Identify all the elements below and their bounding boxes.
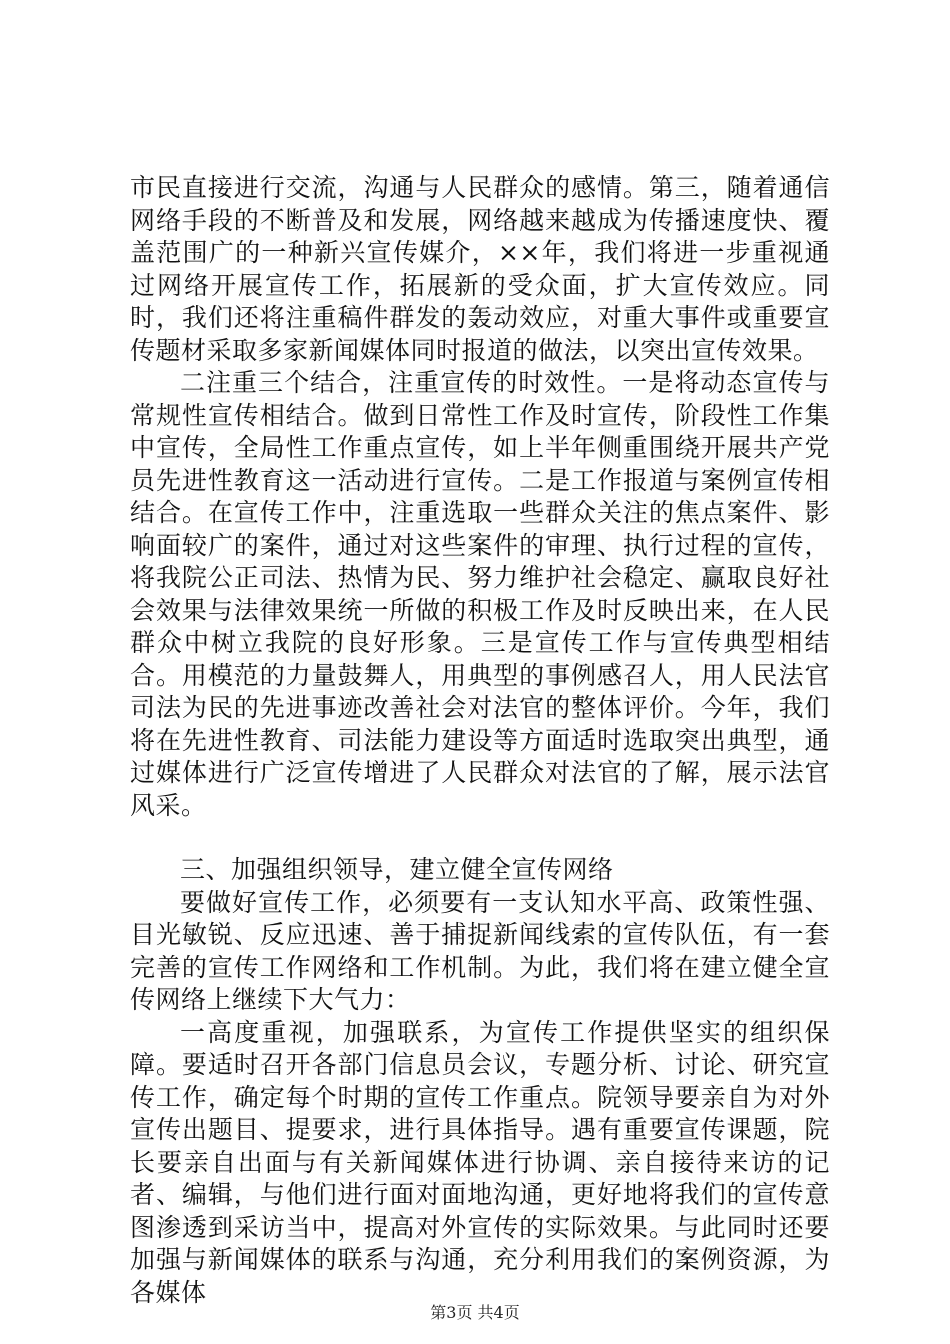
paragraph-three-combinations: 二注重三个结合，注重宣传的时效性。一是将动态宣传与常规性宣传相结合。做到日常性工作及时宣传，阶段性工作集中宣传，全局性工作重点宣传，如上半年侧重围绕开展共产党员先进性教育这一活动进行宣传。二是工作报道与案例宣传相结合。在宣传工作中，注重选取一些群众关注的焦点案件、影响面较广的案件，通过对这些案件的审理、执行过程的宣传，将我院公正司法、热情为民、努力维护社会稳定、赢取良好社会效果与法律效果统一所做的积极工作及时反映出来，在人民群众中树立我院的良好形象。三是宣传工作与宣传典型相结合。用模范的力量鼓舞人，用典型的事例感召人，用人民法官司法为民的先进事迹改善社会对法官的整体评价。今年，我们将在先进性教育、司法能力建设等方面适时选取突出典型，通过媒体进行广泛宣传增进了人民群众对法官的了解，展示法官风采。 xyxy=(130,368,830,820)
document-body xyxy=(130,172,830,1309)
section-heading: 三、加强组织领导，建立健全宣传网络 xyxy=(180,855,614,884)
paragraph-organizational-guarantee: 一高度重视，加强联系，为宣传工作提供坚实的组织保障。要适时召开各部门信息员会议，专题分析、讨论、研究宣传工作，确定每个时期的宣传工作重点。院领导要亲自为对外宣传出题目、提要求，进行具体指导。遇有重要宣传课题，院长要亲自出面与有关新闻媒体进行协调、亲自接待来访的记者、编辑，与他们进行面对面地沟通，更好地将我们的宣传意图渗透到采访当中，提高对外宣传的实际效果。与此同时还要加强与新闻媒体的联系与沟通，充分利用我们的案例资源，为各媒体 xyxy=(130,1017,830,1307)
paragraph-continuation: 市民直接进行交流，沟通与人民群众的感情。第三，随着通信网络手段的不断普及和发展，网络越来越成为传播速度快、覆盖范围广的一种新兴宣传媒介，××年，我们将进一步重视通过网络开展宣传工作，拓展新的受众面，扩大宣传效应。同时，我们还将注重稿件群发的轰动效应，对重大事件或重要宣传题材采取多家新闻媒体同时报道的做法，以突出宣传效果。 xyxy=(130,173,830,365)
paragraph-team-building: 要做好宣传工作，必须要有一支认知水平高、政策性强、目光敏锐、反应迅速、善于捕捉新闻线索的宣传队伍，有一套完善的宣传工作网络和工作机制。为此，我们将在建立健全宣传网络上继续下大气力： xyxy=(130,887,830,1014)
page-footer: 第3页 共4页 xyxy=(430,1303,520,1322)
